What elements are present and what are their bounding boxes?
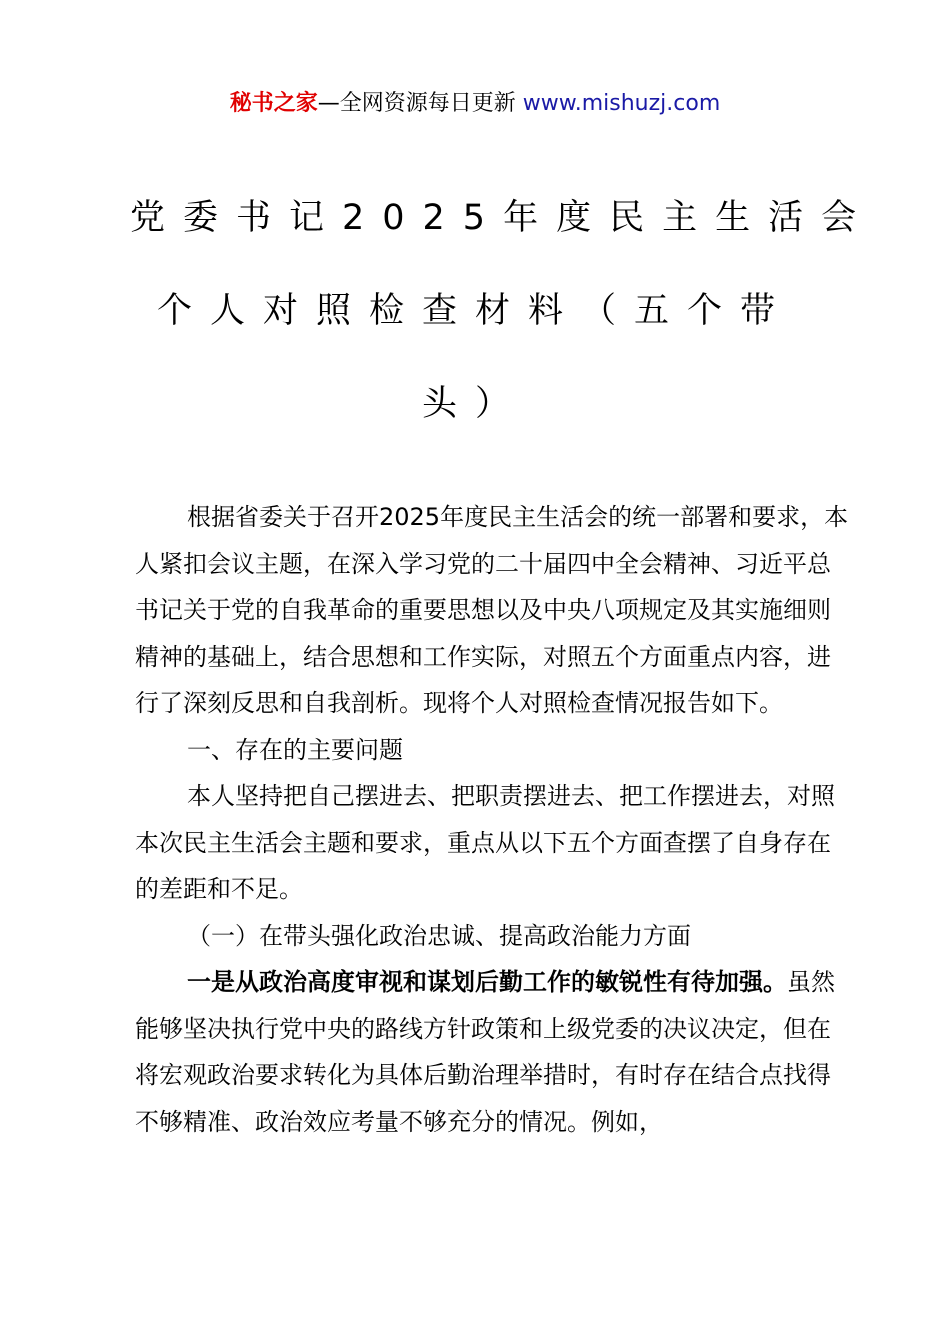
section-paragraph: 本人坚持把自己摆进去、把职责摆进去、把工作摆进去，对照本次民主生活会主题和要求，重点从以下五个方面查摆了自身存在的差距和不足。	[135, 782, 835, 903]
document-body	[135, 494, 850, 1145]
document-title-line-3: 头）	[421, 384, 528, 424]
point-lead: 一是从政治高度审视和谋划后勤工作的敏锐性有待加强。	[187, 968, 787, 996]
section-heading: 一、存在的主要问题	[187, 735, 403, 764]
intro-paragraph: 根据省委关于召开2025年度民主生活会的统一部署和要求，本人紧扣会议主题，在深入学习党的二十届四中全会精神、习近平总书记关于党的自我革命的重要思想以及中央八项规定及其实施细则精神的基础上，结合思想和工作实际，对照五个方面重点内容，进行了深刻反思和自我剖析。现将个人对照检查情况报告如下。	[135, 503, 849, 717]
point-text: 虽然能够坚决执行党中央的路线方针政策和上级党委的决议决定，但在将宏观政治要求转化为具体后勤治理举措时，有时存在结合点找得不够精准、政治效应考量不够充分的情况。例如，	[135, 968, 835, 1136]
brand-name: 秘书之家	[229, 91, 318, 116]
subsection-heading: （一）在带头强化政治忠诚、提高政治能力方面	[187, 921, 691, 950]
site-header	[0, 88, 950, 120]
site-url[interactable]: www.mishuzj.com	[522, 91, 721, 116]
header-tagline: —全网资源每日更新	[317, 91, 516, 116]
point-paragraph	[135, 959, 850, 1145]
document-title-line-2: 个人对照检查材料（五个带	[156, 291, 793, 331]
document-title-line-1: 党委书记2025年度民主生活会	[130, 198, 875, 238]
